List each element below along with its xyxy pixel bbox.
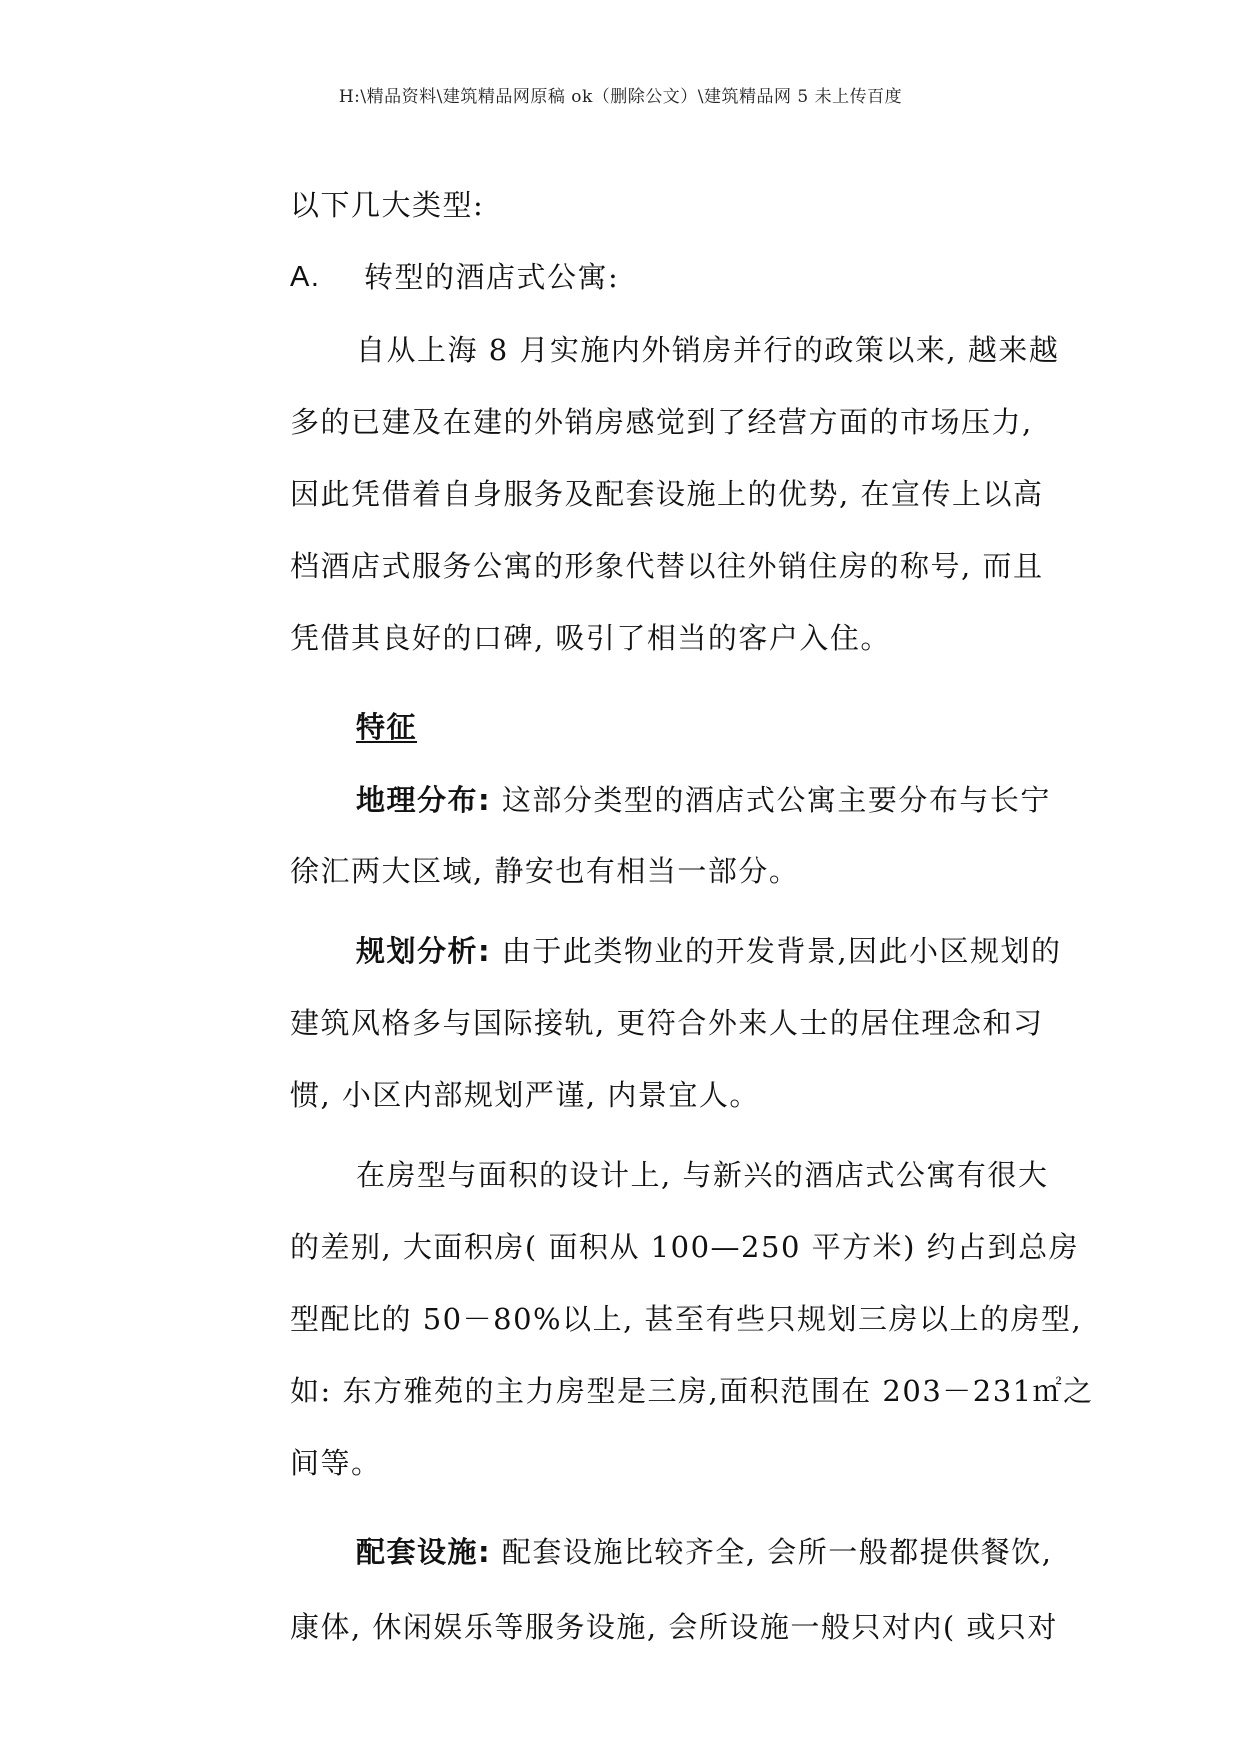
planning-line1 bbox=[356, 933, 1062, 969]
features-heading: 特征 bbox=[356, 710, 418, 744]
paragraph1-line4: 档酒店式服务公寓的形象代替以往外销住房的称号, 而且 bbox=[290, 549, 1044, 583]
paragraph1-line2: 多的已建及在建的外销房感觉到了经营方面的市场压力, bbox=[290, 405, 1033, 439]
planning-line2: 建筑风格多与国际接轨, 更符合外来人士的居住理念和习 bbox=[290, 1006, 1044, 1040]
geography-label: 地理分布: bbox=[356, 783, 492, 817]
paragraph1-line3: 因此凭借着自身服务及配套设施上的优势, 在宣传上以高 bbox=[290, 477, 1044, 511]
layout-line2: 的差别, 大面积房( 面积从 100—250 平方米) 约占到总房 bbox=[290, 1230, 1080, 1264]
layout-line3: 型配比的 50－80%以上, 甚至有些只规划三房以上的房型, bbox=[290, 1302, 1083, 1336]
intro-line: 以下几大类型: bbox=[290, 188, 485, 222]
facilities-line2: 康体, 休闲娱乐等服务设施, 会所设施一般只对内( 或只对 bbox=[290, 1610, 1058, 1644]
file-path-header: H:\精品资料\建筑精品网原稿 ok（删除公文）\建筑精品网 5 未上传百度 bbox=[338, 87, 903, 107]
facilities-text: 配套设施比较齐全, 会所一般都提供餐饮, bbox=[491, 1535, 1053, 1569]
paragraph1-line1: 自从上海 8 月实施内外销房并行的政策以来, 越来越 bbox=[356, 333, 1060, 367]
layout-line4: 如: 东方雅苑的主力房型是三房,面积范围在 203－231㎡之 bbox=[290, 1374, 1094, 1408]
geography-line1 bbox=[356, 782, 1051, 818]
facilities-line1 bbox=[356, 1534, 1052, 1570]
geography-line2: 徐汇两大区域, 静安也有相当一部分。 bbox=[290, 854, 800, 888]
planning-label: 规划分析: bbox=[356, 934, 492, 968]
section-a-title: 转型的酒店式公寓: bbox=[364, 260, 620, 294]
layout-line5: 间等。 bbox=[290, 1446, 382, 1480]
layout-line1: 在房型与面积的设计上, 与新兴的酒店式公寓有很大 bbox=[356, 1158, 1049, 1192]
section-a-label: A. bbox=[290, 261, 321, 293]
geography-text: 这部分类型的酒店式公寓主要分布与长宁 bbox=[491, 783, 1051, 817]
facilities-label: 配套设施: bbox=[356, 1535, 492, 1569]
planning-line3: 惯, 小区内部规划严谨, 内景宜人。 bbox=[290, 1078, 760, 1112]
paragraph1-line5: 凭借其良好的口碑, 吸引了相当的客户入住。 bbox=[290, 621, 891, 655]
planning-text: 由于此类物业的开发背景,因此小区规划的 bbox=[491, 934, 1062, 968]
